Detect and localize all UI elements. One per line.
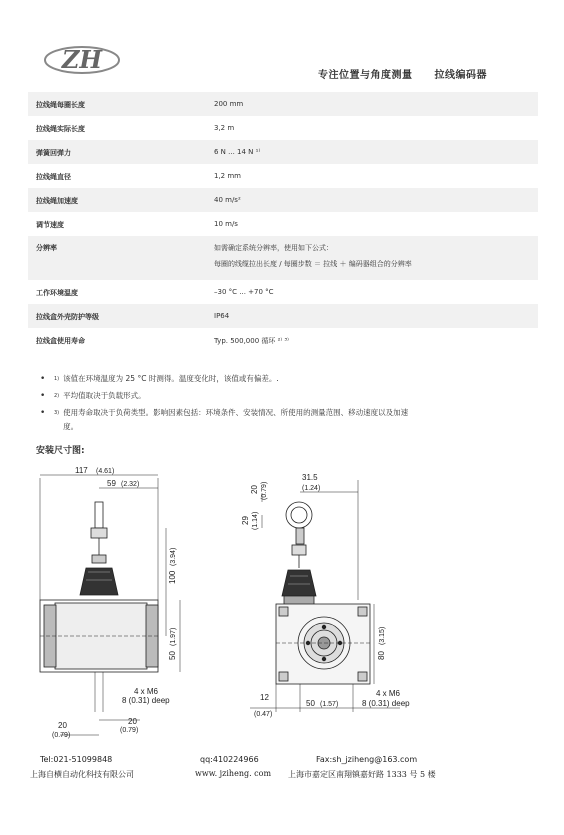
svg-text:8 (0.31) deep: 8 (0.31) deep <box>122 696 170 705</box>
spec-row <box>28 280 538 304</box>
tagline-positioning: 专注位置与角度测量 <box>318 70 413 81</box>
svg-text:(2.32): (2.32) <box>121 481 140 488</box>
spec-key: 调节速度 <box>36 221 64 229</box>
svg-text:ZH: ZH <box>61 45 103 74</box>
svg-text:(0.79): (0.79) <box>120 727 139 734</box>
spec-key: 拉线盒外壳防护等级 <box>36 313 99 321</box>
zh-logo <box>42 42 122 78</box>
spec-value: Typ. 500,000 循环 ²⁾ ³⁾ <box>214 337 289 345</box>
spec-row <box>28 92 538 116</box>
footer <box>30 755 540 783</box>
bullet-icon: • <box>40 391 46 401</box>
dimension-drawing <box>0 455 564 755</box>
svg-text:(3.15): (3.15) <box>379 626 386 645</box>
spec-value: 200 mm <box>214 100 244 108</box>
svg-text:50: 50 <box>306 699 315 708</box>
header-tagline <box>318 66 505 81</box>
svg-text:(1.24): (1.24) <box>302 485 321 492</box>
svg-text:117: 117 <box>75 466 88 475</box>
spec-row <box>28 236 538 280</box>
spec-row <box>28 328 538 352</box>
footer-fax: Fax:sh_jziheng@163.com <box>316 755 418 764</box>
footnote-text: 该值在环境温度为 25 °C 时测得。温度变化时，该值或有偏差。. <box>63 374 279 383</box>
footnote-mark: 1) <box>54 376 60 382</box>
svg-text:(0.79): (0.79) <box>52 732 71 739</box>
spec-value: 40 m/s² <box>214 196 241 204</box>
footnote-text: 使用寿命取决于负荷类型。影响因素包括：环境条件、安装情况、所使用的测量范围、移动速度以及加速 度。 <box>63 408 409 431</box>
svg-text:(0.79): (0.79) <box>261 481 268 500</box>
svg-text:4 x M6: 4 x M6 <box>376 689 401 698</box>
bullet-icon: • <box>40 374 46 384</box>
spec-key: 工作环境温度 <box>36 289 78 297</box>
svg-text:(0.47): (0.47) <box>254 711 273 718</box>
spec-key: 分辨率 <box>36 244 57 252</box>
footer-qq: qq:410224966 <box>200 755 259 764</box>
spec-table <box>28 92 538 352</box>
footer-contact-row <box>40 755 540 769</box>
svg-text:31.5: 31.5 <box>302 473 318 482</box>
svg-text:100: 100 <box>168 570 177 584</box>
footnote-mark: 3) <box>54 410 60 416</box>
svg-text:59: 59 <box>107 479 116 488</box>
spec-key: 拉线绳每圈长度 <box>36 101 85 109</box>
svg-text:4 x M6: 4 x M6 <box>134 687 159 696</box>
svg-text:80: 80 <box>377 651 386 660</box>
spec-value: 1,2 mm <box>214 172 241 180</box>
spec-key: 拉线绳实际长度 <box>36 125 85 133</box>
tagline-product: 拉线编码器 <box>434 70 487 81</box>
footer-web[interactable]: www. jziheng. com <box>195 769 272 778</box>
spec-row <box>28 188 538 212</box>
spec-key: 拉线绳加速度 <box>36 197 78 205</box>
spec-row <box>28 116 538 140</box>
footer-address: 上海市嘉定区南翔镇嘉好路 1333 号 5 楼 <box>288 770 436 779</box>
footnote <box>40 406 510 434</box>
svg-text:(4.61): (4.61) <box>96 468 115 475</box>
spec-value: 10 m/s <box>214 220 238 228</box>
spec-value: 3,2 m <box>214 124 235 132</box>
svg-text:50: 50 <box>168 651 177 660</box>
spec-row <box>28 164 538 188</box>
svg-text:29: 29 <box>241 516 250 525</box>
svg-text:20: 20 <box>250 485 259 494</box>
footnotes <box>40 372 510 437</box>
svg-text:(3.94): (3.94) <box>170 547 177 566</box>
spec-value-line: 每圈的线缆拉出长度 / 每圈步数 ＝ 拉线 ＋ 编码器组合的分辨率 <box>214 260 412 268</box>
spec-value <box>214 240 538 272</box>
spec-key: 弹簧回弹力 <box>36 149 71 157</box>
footer-company-row <box>30 769 540 783</box>
bullet-icon: • <box>40 408 46 418</box>
spec-value: IP64 <box>214 312 230 320</box>
footer-tel: Tel:021-51099848 <box>40 755 113 764</box>
front-view <box>250 480 400 712</box>
svg-text:20: 20 <box>58 721 67 730</box>
spec-value: –30 °C ... +70 °C <box>214 288 274 296</box>
svg-text:8 (0.31) deep: 8 (0.31) deep <box>362 699 410 708</box>
svg-text:(1.97): (1.97) <box>170 627 177 646</box>
footer-company: 上海自横自动化科技有限公司 <box>30 770 134 779</box>
spec-key: 拉线盒使用寿命 <box>36 337 85 345</box>
footnote <box>40 372 510 386</box>
svg-text:(1.57): (1.57) <box>320 701 339 708</box>
dimension-title: 安装尺寸图: <box>36 446 85 456</box>
svg-text:(1.14): (1.14) <box>252 511 259 530</box>
spec-row <box>28 212 538 236</box>
footnote-mark: 2) <box>54 393 60 399</box>
svg-text:20: 20 <box>128 717 137 726</box>
spec-value-line: 如需确定系统分辨率，使用如下公式： <box>214 244 333 252</box>
spec-row <box>28 304 538 328</box>
spec-row <box>28 140 538 164</box>
footnote <box>40 389 510 403</box>
spec-key: 拉线绳直径 <box>36 173 71 181</box>
spec-value: 6 N ... 14 N ¹⁾ <box>214 148 261 156</box>
svg-text:12: 12 <box>260 693 269 702</box>
footnote-text: 平均值取决于负载形式。 <box>63 391 146 400</box>
